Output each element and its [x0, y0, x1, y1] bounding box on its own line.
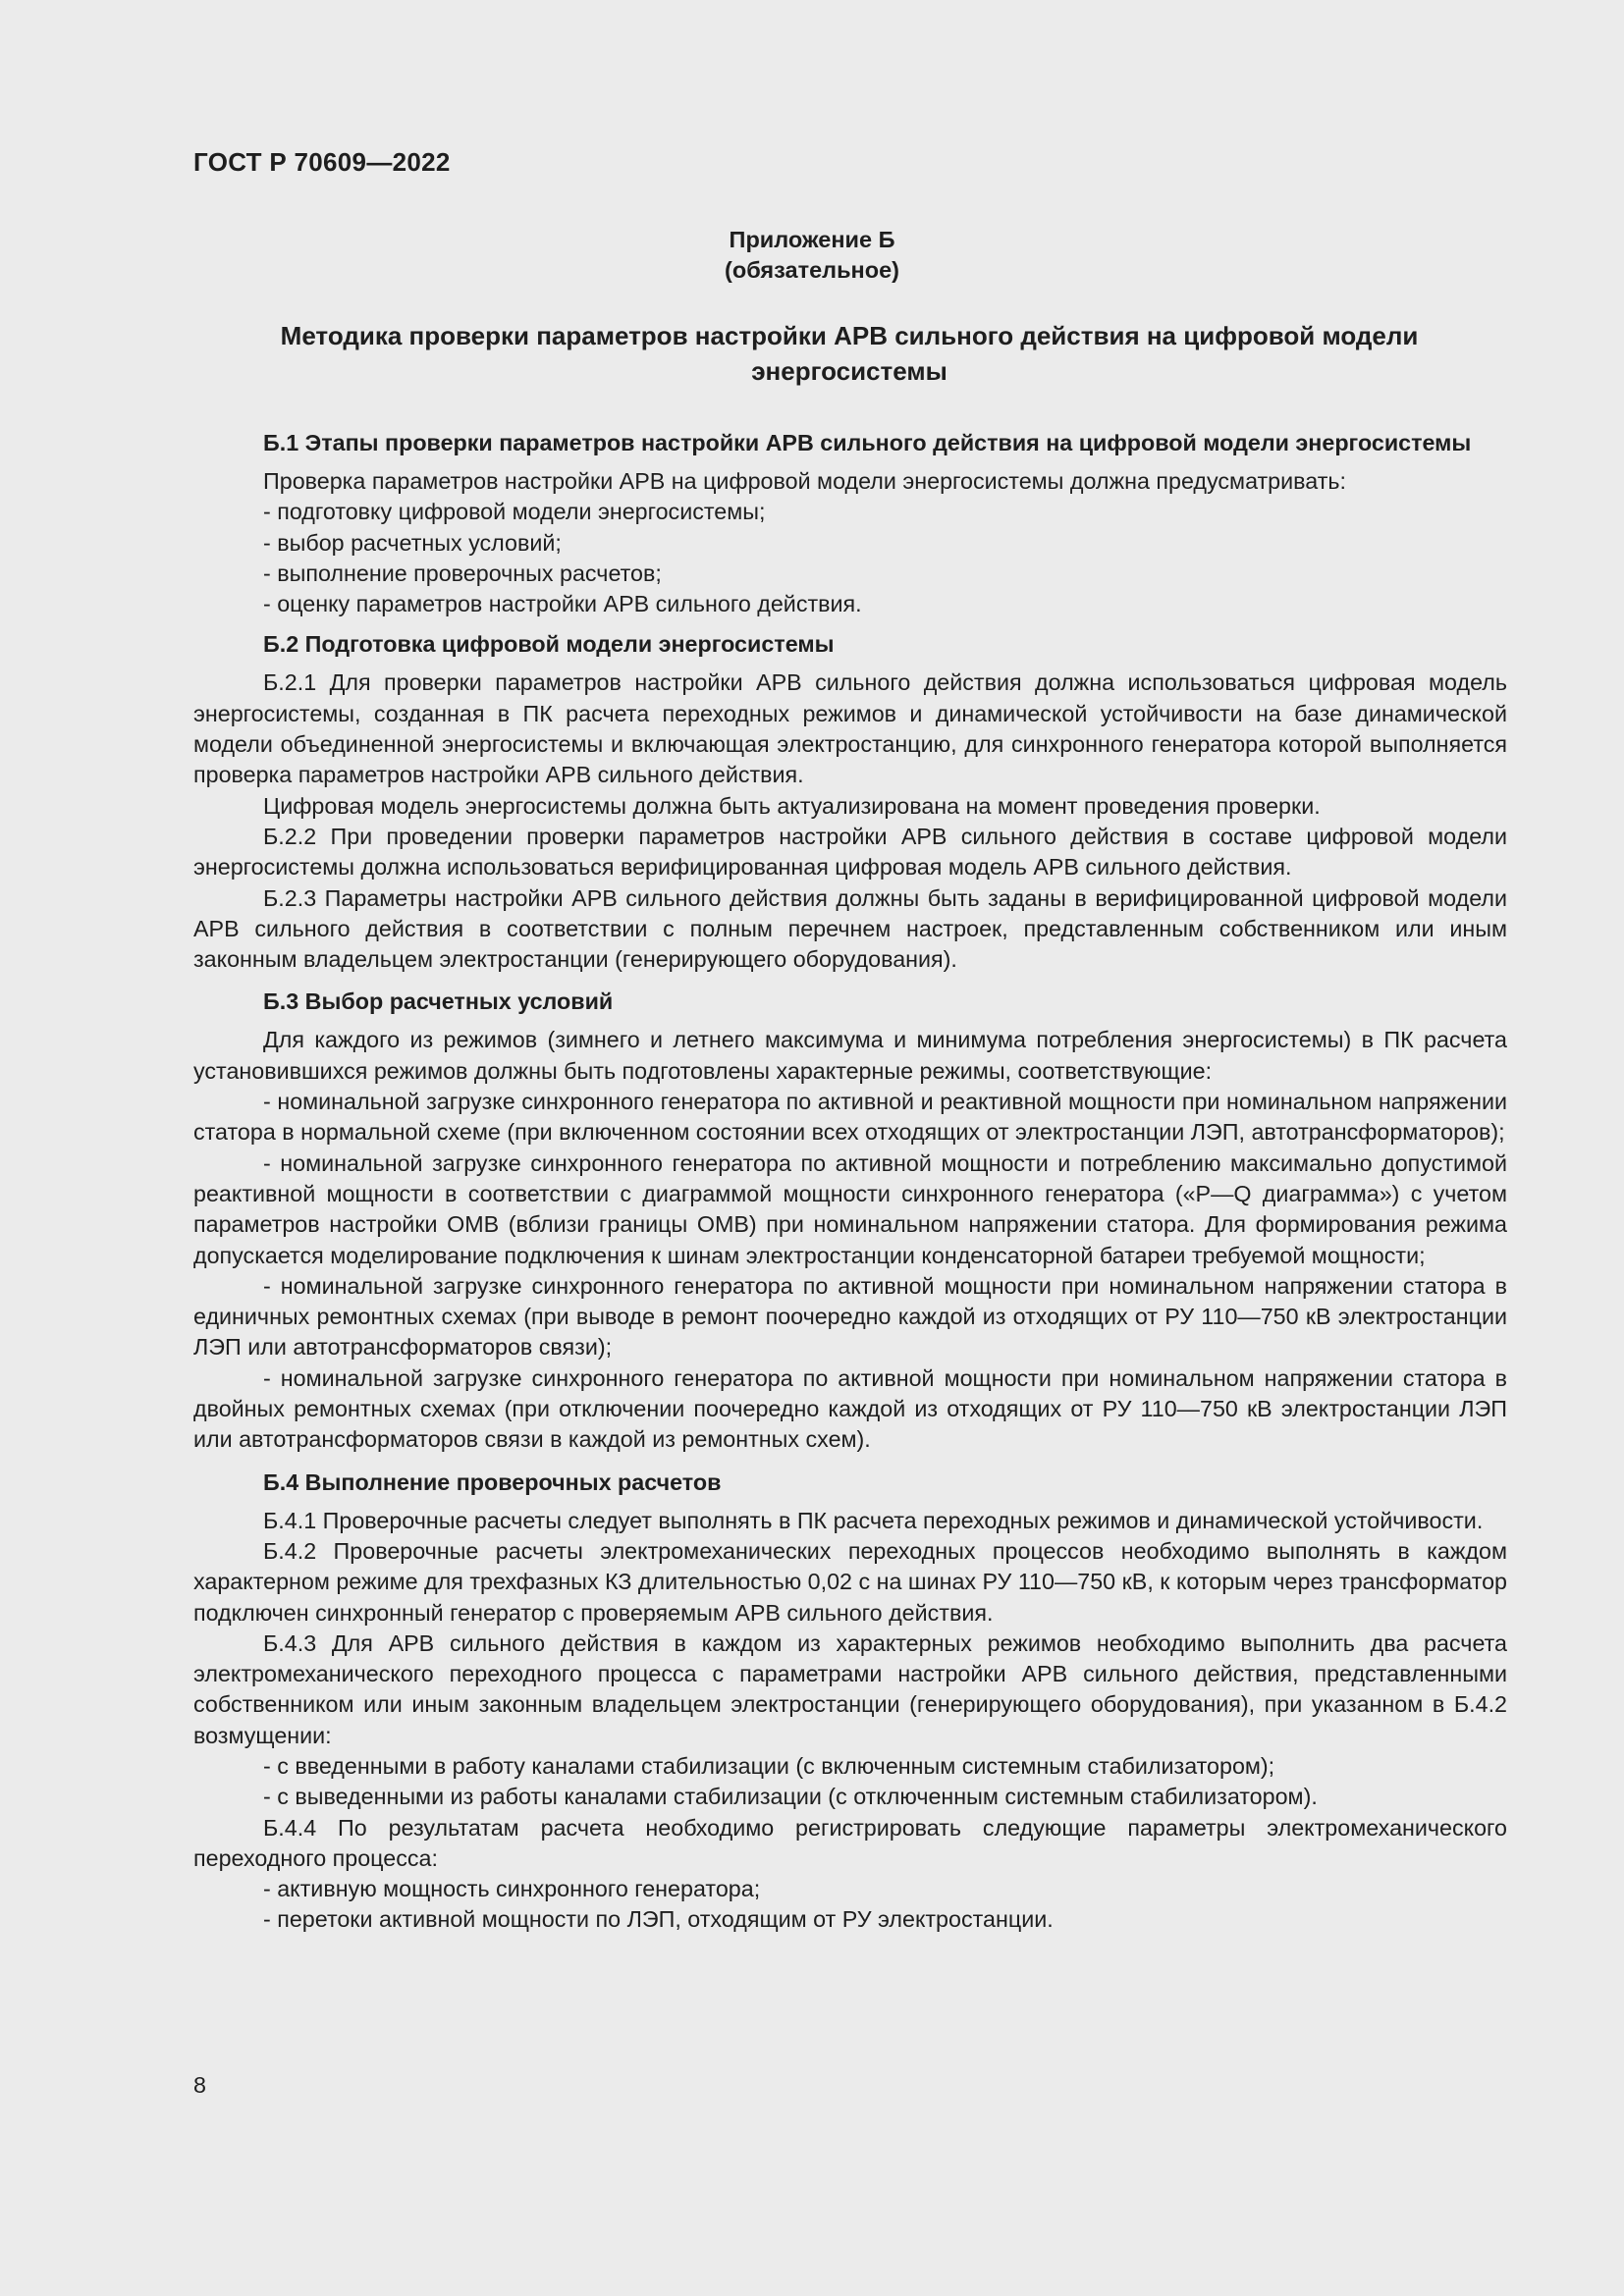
appendix-status: (обязательное) — [725, 257, 899, 283]
list-item: - выбор расчетных условий; — [263, 529, 562, 556]
appendix-heading — [0, 225, 1624, 286]
document-code: ГОСТ Р 70609—2022 — [193, 147, 451, 177]
list-item: - номинальной загрузке синхронного генератора по активной мощности при номинальном напряжении статора в единичных ремонтных схемах (при выводе в ремонт поочередно каждой из отходящих от РУ 110—750 кВ электростанции ЛЭП или автотрансформаторов связи); — [193, 1272, 1507, 1361]
paragraph: Б.2.1 Для проверки параметров настройки АРВ сильного действия должна использоваться цифровая модель энергосистемы, созданная в ПК расчета переходных режимов и динамической устойчивости на базе динамической модели объединенной энергосистемы и включающая электростанцию, для синхронного генератора которой выполняется проверка параметров настройки АРВ сильного действия. — [193, 669, 1507, 788]
section-heading-b2: Б.2 Подготовка цифровой модели энергосистемы — [263, 631, 835, 658]
section-heading-b1: Б.1 Этапы проверки параметров настройки АРВ сильного действия на цифровой модели энергосистемы — [263, 430, 1472, 455]
paragraph: Для каждого из режимов (зимнего и летнего максимума и минимума потребления энергосистемы) в ПК расчета установившихся режимов должны быть подготовлены характерные режимы, соответствующие: — [193, 1027, 1507, 1084]
list-item: - перетоки активной мощности по ЛЭП, отходящим от РУ электростанции. — [263, 1906, 1054, 1933]
paragraph: Проверка параметров настройки АРВ на цифровой модели энергосистемы должна предусматривать: — [263, 468, 1346, 494]
list-item: - активную мощность синхронного генератора; — [263, 1876, 761, 1902]
list-item: - с введенными в работу каналами стабилизации (с включенным системным стабилизатором); — [263, 1752, 1275, 1779]
paragraph: Б.4.4 По результатам расчета необходимо регистрировать следующие параметры электромеханического переходного процесса: — [193, 1814, 1507, 1871]
appendix-label: Приложение Б — [729, 227, 895, 252]
list-item: - номинальной загрузке синхронного генератора по активной и реактивной мощности при номинальном напряжении статора в нормальной схеме (при включенном состоянии всех отходящих от электростанции ЛЭП, автотрансформаторов); — [193, 1089, 1507, 1146]
section-heading-b4: Б.4 Выполнение проверочных расчетов — [263, 1468, 722, 1495]
document-body — [193, 428, 1507, 1936]
appendix-title: Методика проверки параметров настройки АРВ сильного действия на цифровой модели энергосистемы — [280, 321, 1419, 386]
paragraph: Б.4.3 Для АРВ сильного действия в каждом из характерных режимов необходимо выполнить два расчета электромеханического переходного процесса с параметрами настройки АРВ сильного действия, представленными собственником или иным законным владельцем электростанции (генерирующего оборудования), при указанном в Б.4.2 возмущении: — [193, 1629, 1507, 1748]
list-item: - выполнение проверочных расчетов; — [263, 560, 662, 586]
paragraph: Цифровая модель энергосистемы должна быть актуализирована на момент проведения проверки. — [263, 792, 1321, 819]
list-item: - номинальной загрузке синхронного генератора по активной мощности при номинальном напряжении статора в двойных ремонтных схемах (при отключении поочередно каждой из отходящих от РУ 110—750 кВ электростанции ЛЭП или автотрансформаторов связи в каждой из ремонтных схем). — [193, 1364, 1507, 1453]
list-item: - оценку параметров настройки АРВ сильного действия. — [263, 591, 862, 617]
page-number: 8 — [193, 2072, 206, 2098]
list-item: - номинальной загрузке синхронного генератора по активной мощности и потреблению максимально допустимой реактивной мощности в соответствии с диаграммой мощности синхронного генератора («P—Q диаграмма») с учетом параметров настройки ОМВ (вблизи границы ОМВ) при номинальном напряжении статора. Для формирования режима допускается моделирование подключения к шинам электростанции конденсаторной батареи требуемой мощности; — [193, 1149, 1507, 1268]
paragraph: Б.4.1 Проверочные расчеты следует выполнять в ПК расчета переходных режимов и динамической устойчивости. — [263, 1507, 1484, 1533]
list-item: - подготовку цифровой модели энергосистемы; — [263, 499, 766, 525]
paragraph: Б.2.2 При проведении проверки параметров настройки АРВ сильного действия в составе цифровой модели энергосистемы должна использоваться верифицированная цифровая модель АРВ сильного действия. — [193, 823, 1507, 881]
paragraph: Б.4.2 Проверочные расчеты электромеханических переходных процессов необходимо выполнять в каждом характерном режиме для трехфазных КЗ длительностью 0,02 с на шинах РУ 110—750 кВ, к которым через трансформатор подключен синхронный генератор с проверяемым АРВ сильного действия. — [193, 1537, 1508, 1626]
section-heading-b3: Б.3 Выбор расчетных условий — [263, 988, 614, 1015]
paragraph: Б.2.3 Параметры настройки АРВ сильного действия должны быть заданы в верифицированной цифровой модели АРВ сильного действия в соответствии с полным перечнем настроек, представленным собственником или иным законным владельцем электростанции (генерирующего оборудования). — [193, 884, 1507, 973]
list-item: - с выведенными из работы каналами стабилизации (с отключенным системным стабилизатором). — [263, 1784, 1318, 1810]
